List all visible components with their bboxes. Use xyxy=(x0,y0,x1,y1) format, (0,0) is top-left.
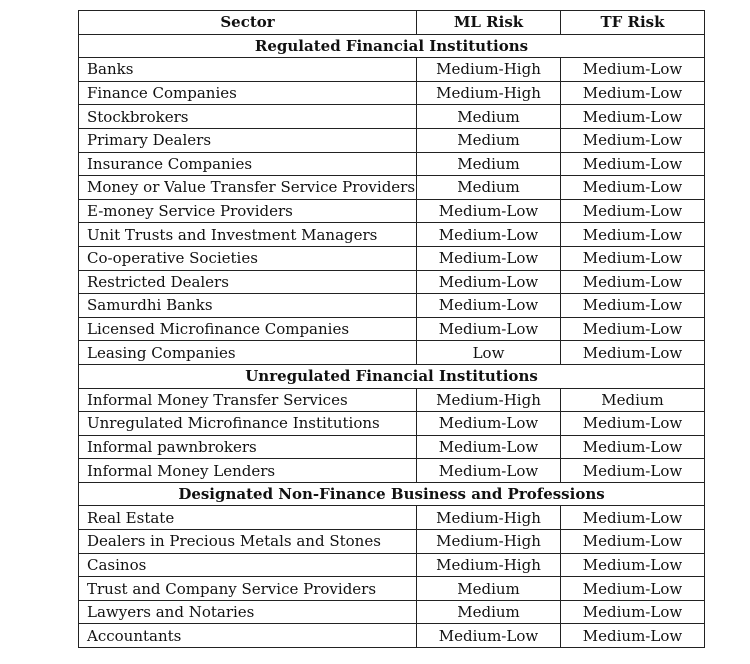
header-row xyxy=(79,11,705,35)
table-row xyxy=(79,246,705,270)
table-row xyxy=(79,412,705,436)
table-row xyxy=(79,270,705,294)
tf-risk-cell: Medium-Low xyxy=(561,199,705,223)
sector-cell: Casinos xyxy=(79,553,417,577)
table-header xyxy=(79,11,705,35)
ml-risk-cell: Medium xyxy=(417,577,561,601)
tf-risk-cell: Medium-Low xyxy=(561,435,705,459)
tf-risk-cell: Medium-Low xyxy=(561,128,705,152)
ml-risk-cell: Medium-Low xyxy=(417,223,561,247)
tf-risk-cell: Medium xyxy=(561,388,705,412)
ml-risk-cell: Medium-High xyxy=(417,530,561,554)
tf-risk-cell: Medium-Low xyxy=(561,577,705,601)
sector-cell: Informal pawnbrokers xyxy=(79,435,417,459)
table-body xyxy=(79,34,705,647)
table-row xyxy=(79,577,705,601)
tf-risk-cell: Medium-Low xyxy=(561,412,705,436)
tf-risk-cell: Medium-Low xyxy=(561,58,705,82)
table-row xyxy=(79,58,705,82)
ml-risk-cell: Medium-Low xyxy=(417,412,561,436)
tf-risk-cell: Medium-Low xyxy=(561,530,705,554)
tf-risk-cell: Medium-Low xyxy=(561,105,705,129)
table-row xyxy=(79,294,705,318)
ml-risk-cell: Medium-Low xyxy=(417,294,561,318)
tf-risk-cell: Medium-Low xyxy=(561,600,705,624)
table-row xyxy=(79,128,705,152)
sector-cell: E-money Service Providers xyxy=(79,199,417,223)
table-row xyxy=(79,223,705,247)
ml-risk-cell: Medium xyxy=(417,176,561,200)
header-tf-risk: TF Risk xyxy=(561,11,705,35)
tf-risk-cell: Medium-Low xyxy=(561,317,705,341)
risk-assessment-table xyxy=(78,10,705,648)
tf-risk-cell: Medium-Low xyxy=(561,341,705,365)
ml-risk-cell: Medium-Low xyxy=(417,199,561,223)
ml-risk-cell: Medium-Low xyxy=(417,459,561,483)
sector-cell: Lawyers and Notaries xyxy=(79,600,417,624)
sector-cell: Samurdhi Banks xyxy=(79,294,417,318)
tf-risk-cell: Medium-Low xyxy=(561,81,705,105)
sector-cell: Finance Companies xyxy=(79,81,417,105)
sector-cell: Accountants xyxy=(79,624,417,648)
ml-risk-cell: Medium-Low xyxy=(417,270,561,294)
sector-cell: Primary Dealers xyxy=(79,128,417,152)
table-row xyxy=(79,81,705,105)
table-row xyxy=(79,459,705,483)
header-ml-risk: ML Risk xyxy=(417,11,561,35)
table-row xyxy=(79,553,705,577)
sector-cell: Informal Money Transfer Services xyxy=(79,388,417,412)
ml-risk-cell: Medium-High xyxy=(417,553,561,577)
section-title: Regulated Financial Institutions xyxy=(79,34,705,58)
sector-cell: Banks xyxy=(79,58,417,82)
section-header-row xyxy=(79,364,705,388)
table-row xyxy=(79,600,705,624)
table-row xyxy=(79,530,705,554)
table-row xyxy=(79,435,705,459)
sector-cell: Licensed Microfinance Companies xyxy=(79,317,417,341)
table-row xyxy=(79,317,705,341)
section-header-row xyxy=(79,482,705,506)
table-row xyxy=(79,624,705,648)
ml-risk-cell: Medium-High xyxy=(417,81,561,105)
sector-cell: Co-operative Societies xyxy=(79,246,417,270)
section-title: Designated Non-Finance Business and Professions xyxy=(79,482,705,506)
sector-cell: Real Estate xyxy=(79,506,417,530)
table-row xyxy=(79,341,705,365)
tf-risk-cell: Medium-Low xyxy=(561,294,705,318)
table-row xyxy=(79,506,705,530)
sector-cell: Stockbrokers xyxy=(79,105,417,129)
sector-cell: Unit Trusts and Investment Managers xyxy=(79,223,417,247)
tf-risk-cell: Medium-Low xyxy=(561,459,705,483)
tf-risk-cell: Medium-Low xyxy=(561,624,705,648)
sector-cell: Restricted Dealers xyxy=(79,270,417,294)
ml-risk-cell: Medium-High xyxy=(417,506,561,530)
sector-cell: Money or Value Transfer Service Providers xyxy=(79,176,417,200)
ml-risk-cell: Medium-Low xyxy=(417,624,561,648)
sector-cell: Leasing Companies xyxy=(79,341,417,365)
header-sector: Sector xyxy=(79,11,417,35)
ml-risk-cell: Medium xyxy=(417,105,561,129)
table-row xyxy=(79,152,705,176)
ml-risk-cell: Medium xyxy=(417,128,561,152)
table-row xyxy=(79,199,705,223)
tf-risk-cell: Medium-Low xyxy=(561,223,705,247)
ml-risk-cell: Medium-Low xyxy=(417,246,561,270)
ml-risk-cell: Medium xyxy=(417,152,561,176)
tf-risk-cell: Medium-Low xyxy=(561,152,705,176)
sector-cell: Unregulated Microfinance Institutions xyxy=(79,412,417,436)
tf-risk-cell: Medium-Low xyxy=(561,553,705,577)
tf-risk-cell: Medium-Low xyxy=(561,176,705,200)
tf-risk-cell: Medium-Low xyxy=(561,246,705,270)
ml-risk-cell: Medium xyxy=(417,600,561,624)
section-header-row xyxy=(79,34,705,58)
ml-risk-cell: Medium-Low xyxy=(417,435,561,459)
table-row xyxy=(79,388,705,412)
ml-risk-cell: Medium-Low xyxy=(417,317,561,341)
tf-risk-cell: Medium-Low xyxy=(561,506,705,530)
table-row xyxy=(79,176,705,200)
sector-cell: Informal Money Lenders xyxy=(79,459,417,483)
ml-risk-cell: Medium-High xyxy=(417,388,561,412)
sector-cell: Insurance Companies xyxy=(79,152,417,176)
tf-risk-cell: Medium-Low xyxy=(561,270,705,294)
ml-risk-cell: Low xyxy=(417,341,561,365)
section-title: Unregulated Financial Institutions xyxy=(79,364,705,388)
sector-cell: Trust and Company Service Providers xyxy=(79,577,417,601)
sector-cell: Dealers in Precious Metals and Stones xyxy=(79,530,417,554)
table-row xyxy=(79,105,705,129)
ml-risk-cell: Medium-High xyxy=(417,58,561,82)
